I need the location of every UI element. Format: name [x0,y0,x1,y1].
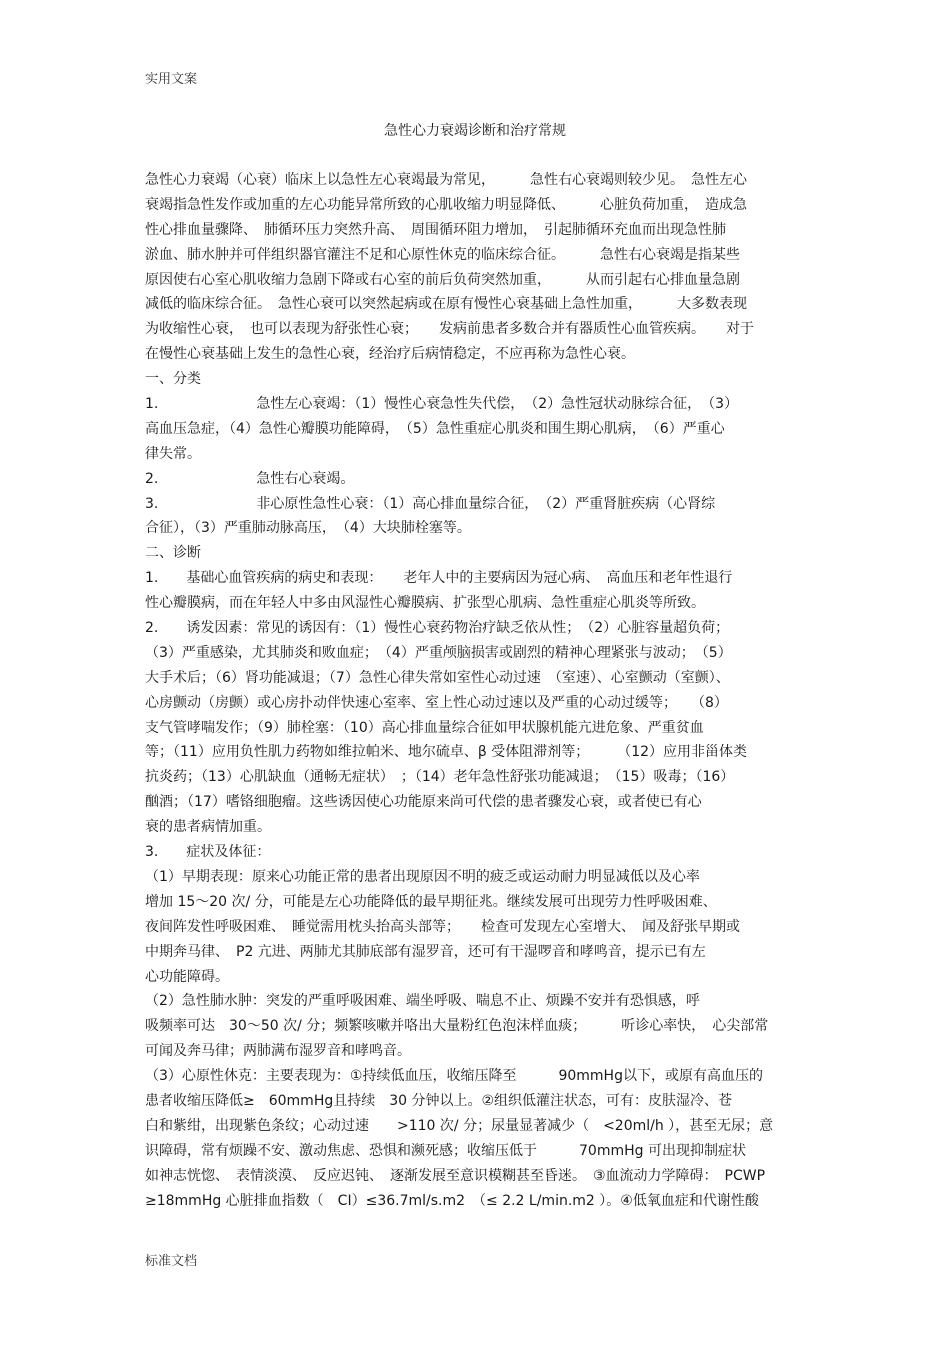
text-line: 大手术后；（6）肾功能减退；（7）急性心律失常如室性心动过速 （室速）、心室颤动（室颤）、 [145,669,730,686]
text-line: 淤血、肺水肿并可伴组织器官灌注不足和心原性休克的临床综合征。 急性右心衰竭是指某些 [145,246,740,263]
text-line: 衰竭指急性发作或加重的左心功能异常所致的心肌收缩力明显降低、 心脏负荷加重， 造成急 [145,196,747,213]
text-line: （3）严重感染，尤其肺炎和败血症； （4）严重颅脑损害或剧烈的精神心理紧张与波动； （5） [145,644,732,661]
text-line: 支气管哮喘发作；（9）肺栓塞：（10）高心排血量综合征如甲状腺机能亢进危象、严重贫血 [145,719,704,736]
text-line: 中期奔马律、 P2 亢进、两肺尤其肺底部有湿罗音，还可有干湿啰音和哮鸣音，提示已有左 [145,943,706,960]
text-line: ≥18mmHg 心脏排血指数（ CI）≤36.7ml/s.m2 （≤ 2.2 L/min.m2 ）。④低氧血症和代谢性酸 [145,1192,759,1209]
text-line: （1）早期表现：原来心功能正常的患者出现原因不明的疲乏或运动耐力明显减低以及心率 [145,868,700,885]
text-line: 急性心力衰竭（心衰）临床上以急性左心衰竭最为常见， 急性右心衰竭则较少见。 急性左心 [145,172,747,188]
text-line: 心功能障碍。 [145,968,229,985]
text-line: 酗酒；（17）嗜铬细胞瘤。这些诱因使心功能原来尚可代偿的患者骤发心衰，或者使已有心 [145,794,702,811]
text-line: 衰的患者病情加重。 [145,819,271,836]
text-line: 减低的临床综合征。 急性心衰可以突然起病或在原有慢性心衰基础上急性加重， 大多数表现 [145,296,747,313]
text-line: 律失常。 [145,445,201,462]
text-line: 吸频率可达 30～50 次/ 分；频繁咳嗽并咯出大量粉红色泡沫样血痰； 听诊心率快， 心尖部常 [145,1018,769,1035]
text-line: 识障碍，常有烦躁不安、激动焦虑、恐惧和濒死感；收缩压低于 70mmHg 可出现抑制症状 [145,1142,746,1159]
text-line: 1. 急性左心衰竭：（1）慢性心衰急性失代偿， （2）急性冠状动脉综合征， （3） [145,396,739,413]
text-line: 在慢性心衰基础上发生的急性心衰，经治疗后病情稳定，不应再称为急性心衰。 [145,346,635,363]
text-line: 等；（11）应用负性肌力药物如维拉帕米、地尔硫卓、β 受体阻滞剂等； （12）应用非甾体类 [145,744,748,761]
text-line: 3. 症状及体征： [145,844,271,861]
section-heading: 二、诊断 [145,545,201,562]
text-line: 白和紫绀，出现紫色条纹；心动过速 >110 次/ 分；尿量显著减少（ <20ml/h ），甚至无尿；意 [145,1117,774,1134]
text-line: 可闻及奔马律；两肺满布湿罗音和哮鸣音。 [145,1043,411,1060]
text-line: 夜间阵发性呼吸困难、 睡觉需用枕头抬高头部等； 检查可发现左心室增大、 闻及舒张早期或 [145,918,740,935]
text-line: 合征），（3）严重肺动脉高压， （4）大块肺栓塞等。 [145,520,471,537]
document-body [145,168,820,1213]
text-line: 增加 15～20 次/ 分，可能是左心功能降低的最早期征兆。继续发展可出现劳力性呼吸困难、 [145,893,717,910]
text-line: （2）急性肺水肿：突发的严重呼吸困难、端坐呼吸、喘息不止、烦躁不安并有恐惧感，呼 [145,993,700,1010]
text-line: 2. 诱发因素：常见的诱因有：（1）慢性心衰药物治疗缺乏依从性； （2）心脏容量超负荷； [145,620,730,637]
text-line: 2. 急性右心衰竭。 [145,470,355,487]
text-line: 性心瓣膜病，而在年轻人中多由风湿性心瓣膜病、扩张型心肌病、急性重症心肌炎等所致。 [145,595,705,612]
text-line: 高血压急症，（4）急性心瓣膜功能障碍， （5）急性重症心肌炎和围生期心肌病， （6）严重心 [145,420,725,437]
document-title: 急性心力衰竭诊断和治疗常规 [384,123,566,139]
text-line: 为收缩性心衰， 也可以表现为舒张性心衰； 发病前患者多数合并有器质性心血管疾病。 对于 [145,321,754,338]
text-line: 如神志恍惚、 表情淡漠、 反应迟钝、 逐渐发展至意识模糊甚至昏迷。 ③血流动力学障碍： PCWP [145,1167,766,1184]
page-header: 实用文案 [145,72,198,87]
text-line: 原因使右心室心肌收缩力急剧下降或右心室的前后负荷突然加重， 从而引起右心排血量急剧 [145,271,740,288]
text-line: 患者收缩压降低≥ 60mmHg且持续 30 分钟以上。②组织低灌注状态，可有：皮肤湿冷、苍 [145,1092,733,1109]
text-line: 心房颤动（房颤）或心房扑动伴快速心室率、室上性心动过速以及严重的心动过缓等； （8） [145,694,728,711]
text-line: 抗炎药；（13）心肌缺血（通畅无症状） ；（14）老年急性舒张功能减退； （15）吸毒；（16） [145,769,735,786]
section-heading: 一、分类 [145,371,201,388]
text-line: （3）心原性休克：主要表现为：①持续低血压，收缩压降至 90mmHg以下，或原有高血压的 [145,1068,763,1085]
page-footer: 标准文档 [145,1254,198,1269]
text-line: 1. 基础心血管疾病的病史和表现： 老年人中的主要病因为冠心病、 高血压和老年性退行 [145,570,733,587]
text-line: 性心排血量骤降、 肺循环压力突然升高、 周围循环阻力增加， 引起肺循环充血而出现急性肺 [145,221,726,238]
text-line: 3. 非心原性急性心衰：（1）高心排血量综合征， （2）严重肾脏疾病（心肾综 [145,495,716,512]
